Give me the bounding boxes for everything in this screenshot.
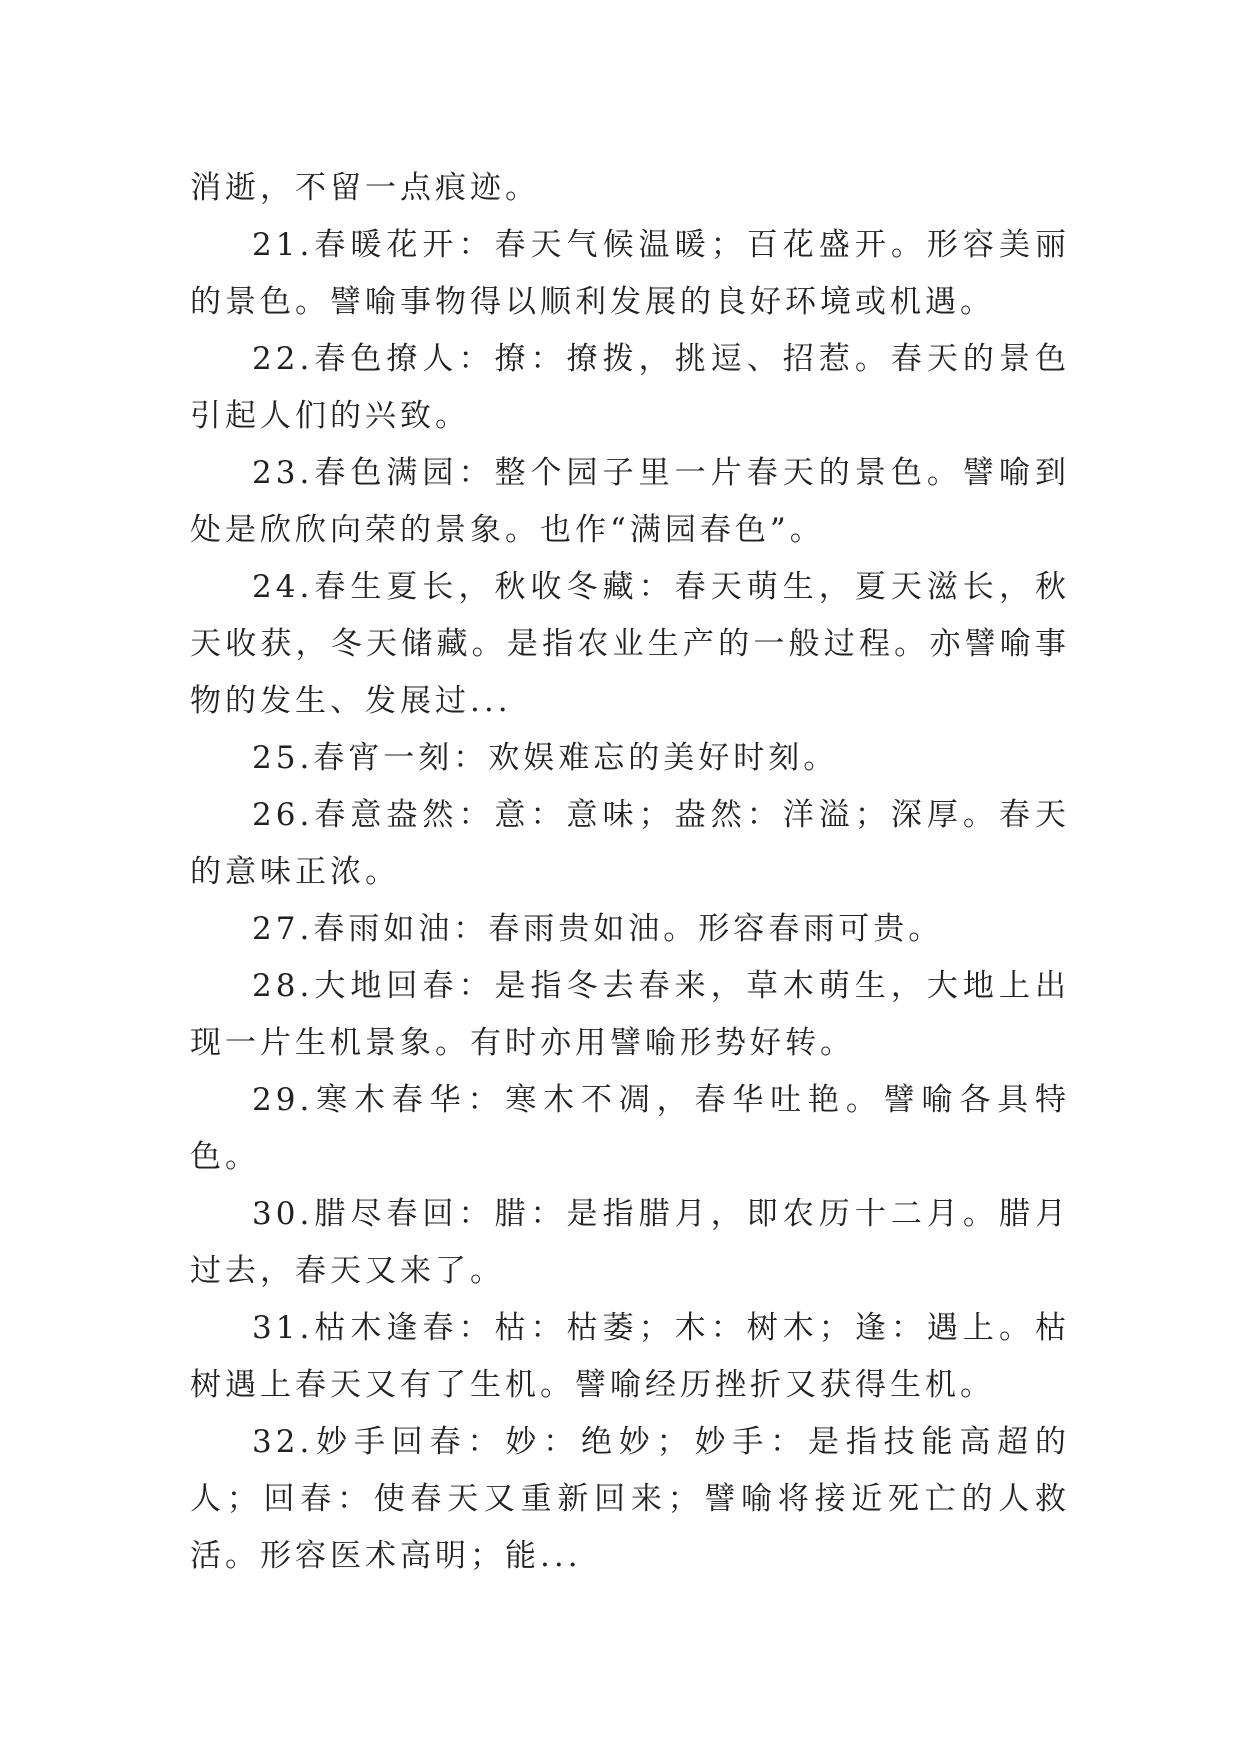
paragraph-idiom-27: 27.春雨如油：春雨贵如油。形容春雨可贵。 [252, 911, 944, 947]
paragraph-idiom-26: 26.春意盎然：意：意味；盎然：洋溢；深厚。春天的意味正浓。 [190, 797, 1070, 890]
paragraph-idiom-28: 28.大地回春：是指冬去春来，草木萌生，大地上出现一片生机景象。有时亦用譬喻形势好转。 [190, 968, 1070, 1061]
paragraph-idiom-25: 25.春宵一刻：欢娱难忘的美好时刻。 [252, 740, 839, 776]
paragraph-idiom-24: 24.春生夏长，秋收冬藏：春天萌生，夏天滋长，秋天收获，冬天储藏。是指农业生产的一般过程。亦譬喻事物的发生、发展过... [190, 569, 1070, 719]
paragraph-idiom-30: 30.腊尽春回：腊：是指腊月，即农历十二月。腊月过去，春天又来了。 [190, 1196, 1070, 1289]
paragraph-idiom-22: 22.春色撩人：撩：撩拨，挑逗、招惹。春天的景色引起人们的兴致。 [190, 341, 1070, 434]
document-body [190, 160, 1070, 1585]
paragraph-idiom-23: 23.春色满园：整个园子里一片春天的景色。譬喻到处是欣欣向荣的景象。也作“满园春色”。 [190, 455, 1070, 548]
paragraph-idiom-29: 29.寒木春华：寒木不凋，春华吐艳。譬喻各具特色。 [190, 1082, 1070, 1175]
paragraph-continuation: 消逝，不留一点痕迹。 [190, 170, 540, 206]
paragraph-idiom-21: 21.春暖花开：春天气候温暖；百花盛开。形容美丽的景色。譬喻事物得以顺利发展的良好环境或机遇。 [190, 227, 1070, 320]
paragraph-idiom-31: 31.枯木逢春：枯：枯萎；木：树木；逢：遇上。枯树遇上春天又有了生机。譬喻经历挫折又获得生机。 [190, 1310, 1070, 1403]
paragraph-idiom-32: 32.妙手回春：妙：绝妙；妙手：是指技能高超的人；回春：使春天又重新回来；譬喻将接近死亡的人救活。形容医术高明；能... [190, 1424, 1070, 1574]
